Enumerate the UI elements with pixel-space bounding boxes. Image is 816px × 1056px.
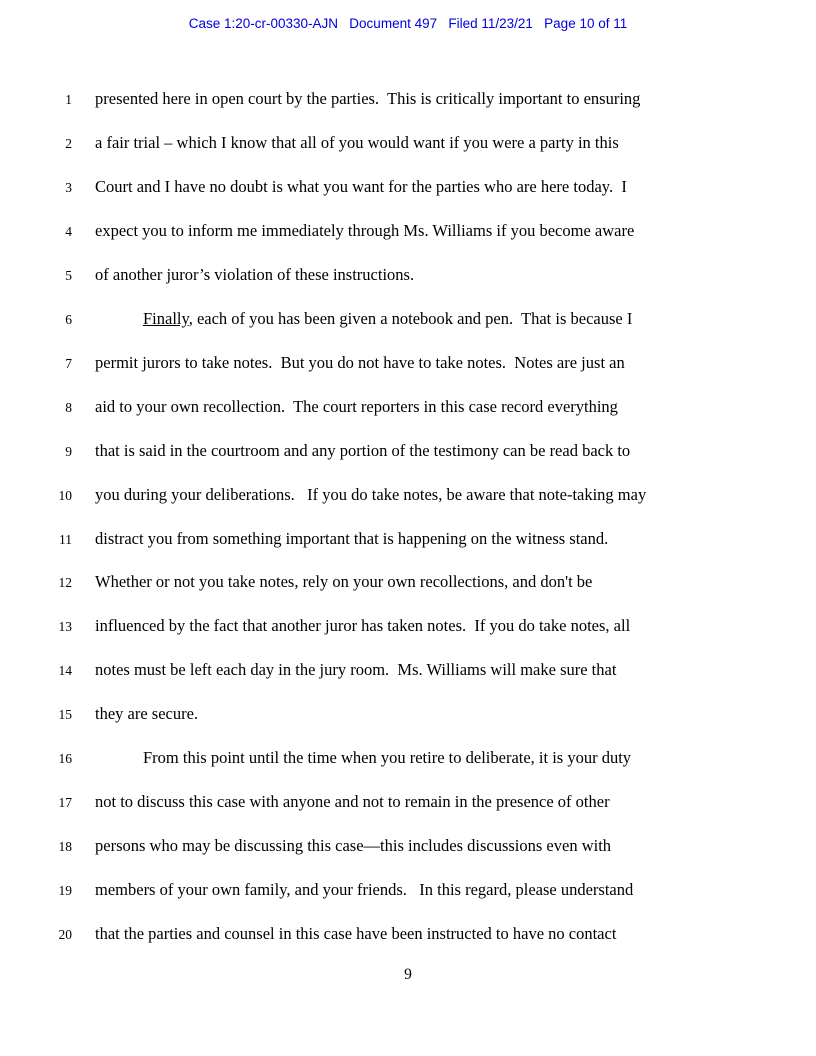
transcript-line (48, 342, 760, 386)
line-text: members of your own family, and your friends. In this regard, please understand (95, 880, 634, 900)
transcript-line (48, 166, 760, 210)
line-text: they are secure. (95, 704, 199, 724)
line-number: 13 (58, 619, 72, 635)
line-text: that is said in the courtroom and any portion of the testimony can be read back to (95, 440, 631, 460)
line-text: expect you to inform me immediately through Ms. Williams if you become aware (95, 220, 635, 240)
transcript-line (48, 298, 760, 342)
line-text: of another juror’s violation of these instructions. (95, 264, 415, 284)
line-text: distract you from something important that is happening on the witness stand. (95, 528, 609, 548)
line-number: 12 (58, 575, 72, 591)
line-text: a fair trial – which I know that all of you would want if you were a party in this (95, 132, 619, 152)
transcript-line (48, 254, 760, 298)
transcript-line (48, 561, 760, 605)
line-number: 1 (65, 92, 72, 107)
line-number: 19 (58, 883, 72, 899)
transcript-line (48, 386, 760, 430)
transcript-line (48, 518, 760, 562)
line-number: 6 (65, 311, 72, 327)
line-text: permit jurors to take notes. But you do not have to take notes. Notes are just an (95, 352, 625, 372)
transcript-line (48, 825, 760, 869)
line-number: 11 (59, 531, 72, 547)
line-number: 10 (58, 487, 72, 503)
page-number: 9 (404, 966, 412, 983)
line-number: 2 (65, 135, 72, 151)
line-text: aid to your own recollection. The court reporters in this case record everything (95, 396, 618, 416)
line-number: 7 (65, 355, 72, 371)
transcript-line (48, 649, 760, 693)
line-number: 20 (58, 927, 72, 943)
line-text: not to discuss this case with anyone and not to remain in the presence of other (95, 792, 610, 812)
transcript-line (48, 78, 760, 122)
line-text: you during your deliberations. If you do take notes, be aware that note-taking may (95, 484, 647, 504)
line-text: presented here in open court by the parties. This is critically important to ensuring (95, 89, 641, 108)
line-number: 14 (58, 663, 72, 679)
line-number: 16 (58, 751, 72, 767)
transcript-line (48, 210, 760, 254)
line-number: 9 (65, 443, 72, 459)
ecf-stamp-header: Case 1:20-cr-00330-AJN Document 497 Filed 11/23/21 Page 10 of 11 (188, 16, 628, 31)
line-text: Court and I have no doubt is what you want for the parties who are here today. I (95, 176, 627, 196)
transcript-line (48, 693, 760, 737)
transcript-line (48, 737, 760, 781)
transcript-line (48, 474, 760, 518)
line-number: 4 (65, 223, 72, 239)
underlined-word: Finally (143, 308, 189, 328)
transcript-line (48, 122, 760, 166)
transcript-line (48, 430, 760, 474)
transcript-line (48, 781, 760, 825)
line-text: From this point until the time when you retire to deliberate, it is your duty (143, 748, 632, 768)
transcript-line (48, 605, 760, 649)
line-text: notes must be left each day in the jury room. Ms. Williams will make sure that (95, 660, 617, 680)
transcript-line (48, 913, 760, 957)
line-text: Finally, each of you has been given a notebook and pen. That is because I (143, 308, 633, 328)
line-text: that the parties and counsel in this case have been instructed to have no contact (95, 924, 617, 944)
line-number: 18 (58, 839, 72, 855)
line-number: 15 (58, 707, 72, 723)
line-number: 3 (65, 179, 72, 195)
transcript-lines (48, 78, 760, 957)
line-number: 8 (65, 399, 72, 415)
transcript-line (48, 869, 760, 913)
line-text: Whether or not you take notes, rely on your own recollections, and don't be (95, 572, 593, 592)
line-number: 5 (65, 267, 72, 283)
line-number: 17 (58, 795, 72, 811)
line-text: influenced by the fact that another juror has taken notes. If you do take notes, all (95, 616, 631, 636)
line-text: persons who may be discussing this case—this includes discussions even with (95, 836, 612, 856)
